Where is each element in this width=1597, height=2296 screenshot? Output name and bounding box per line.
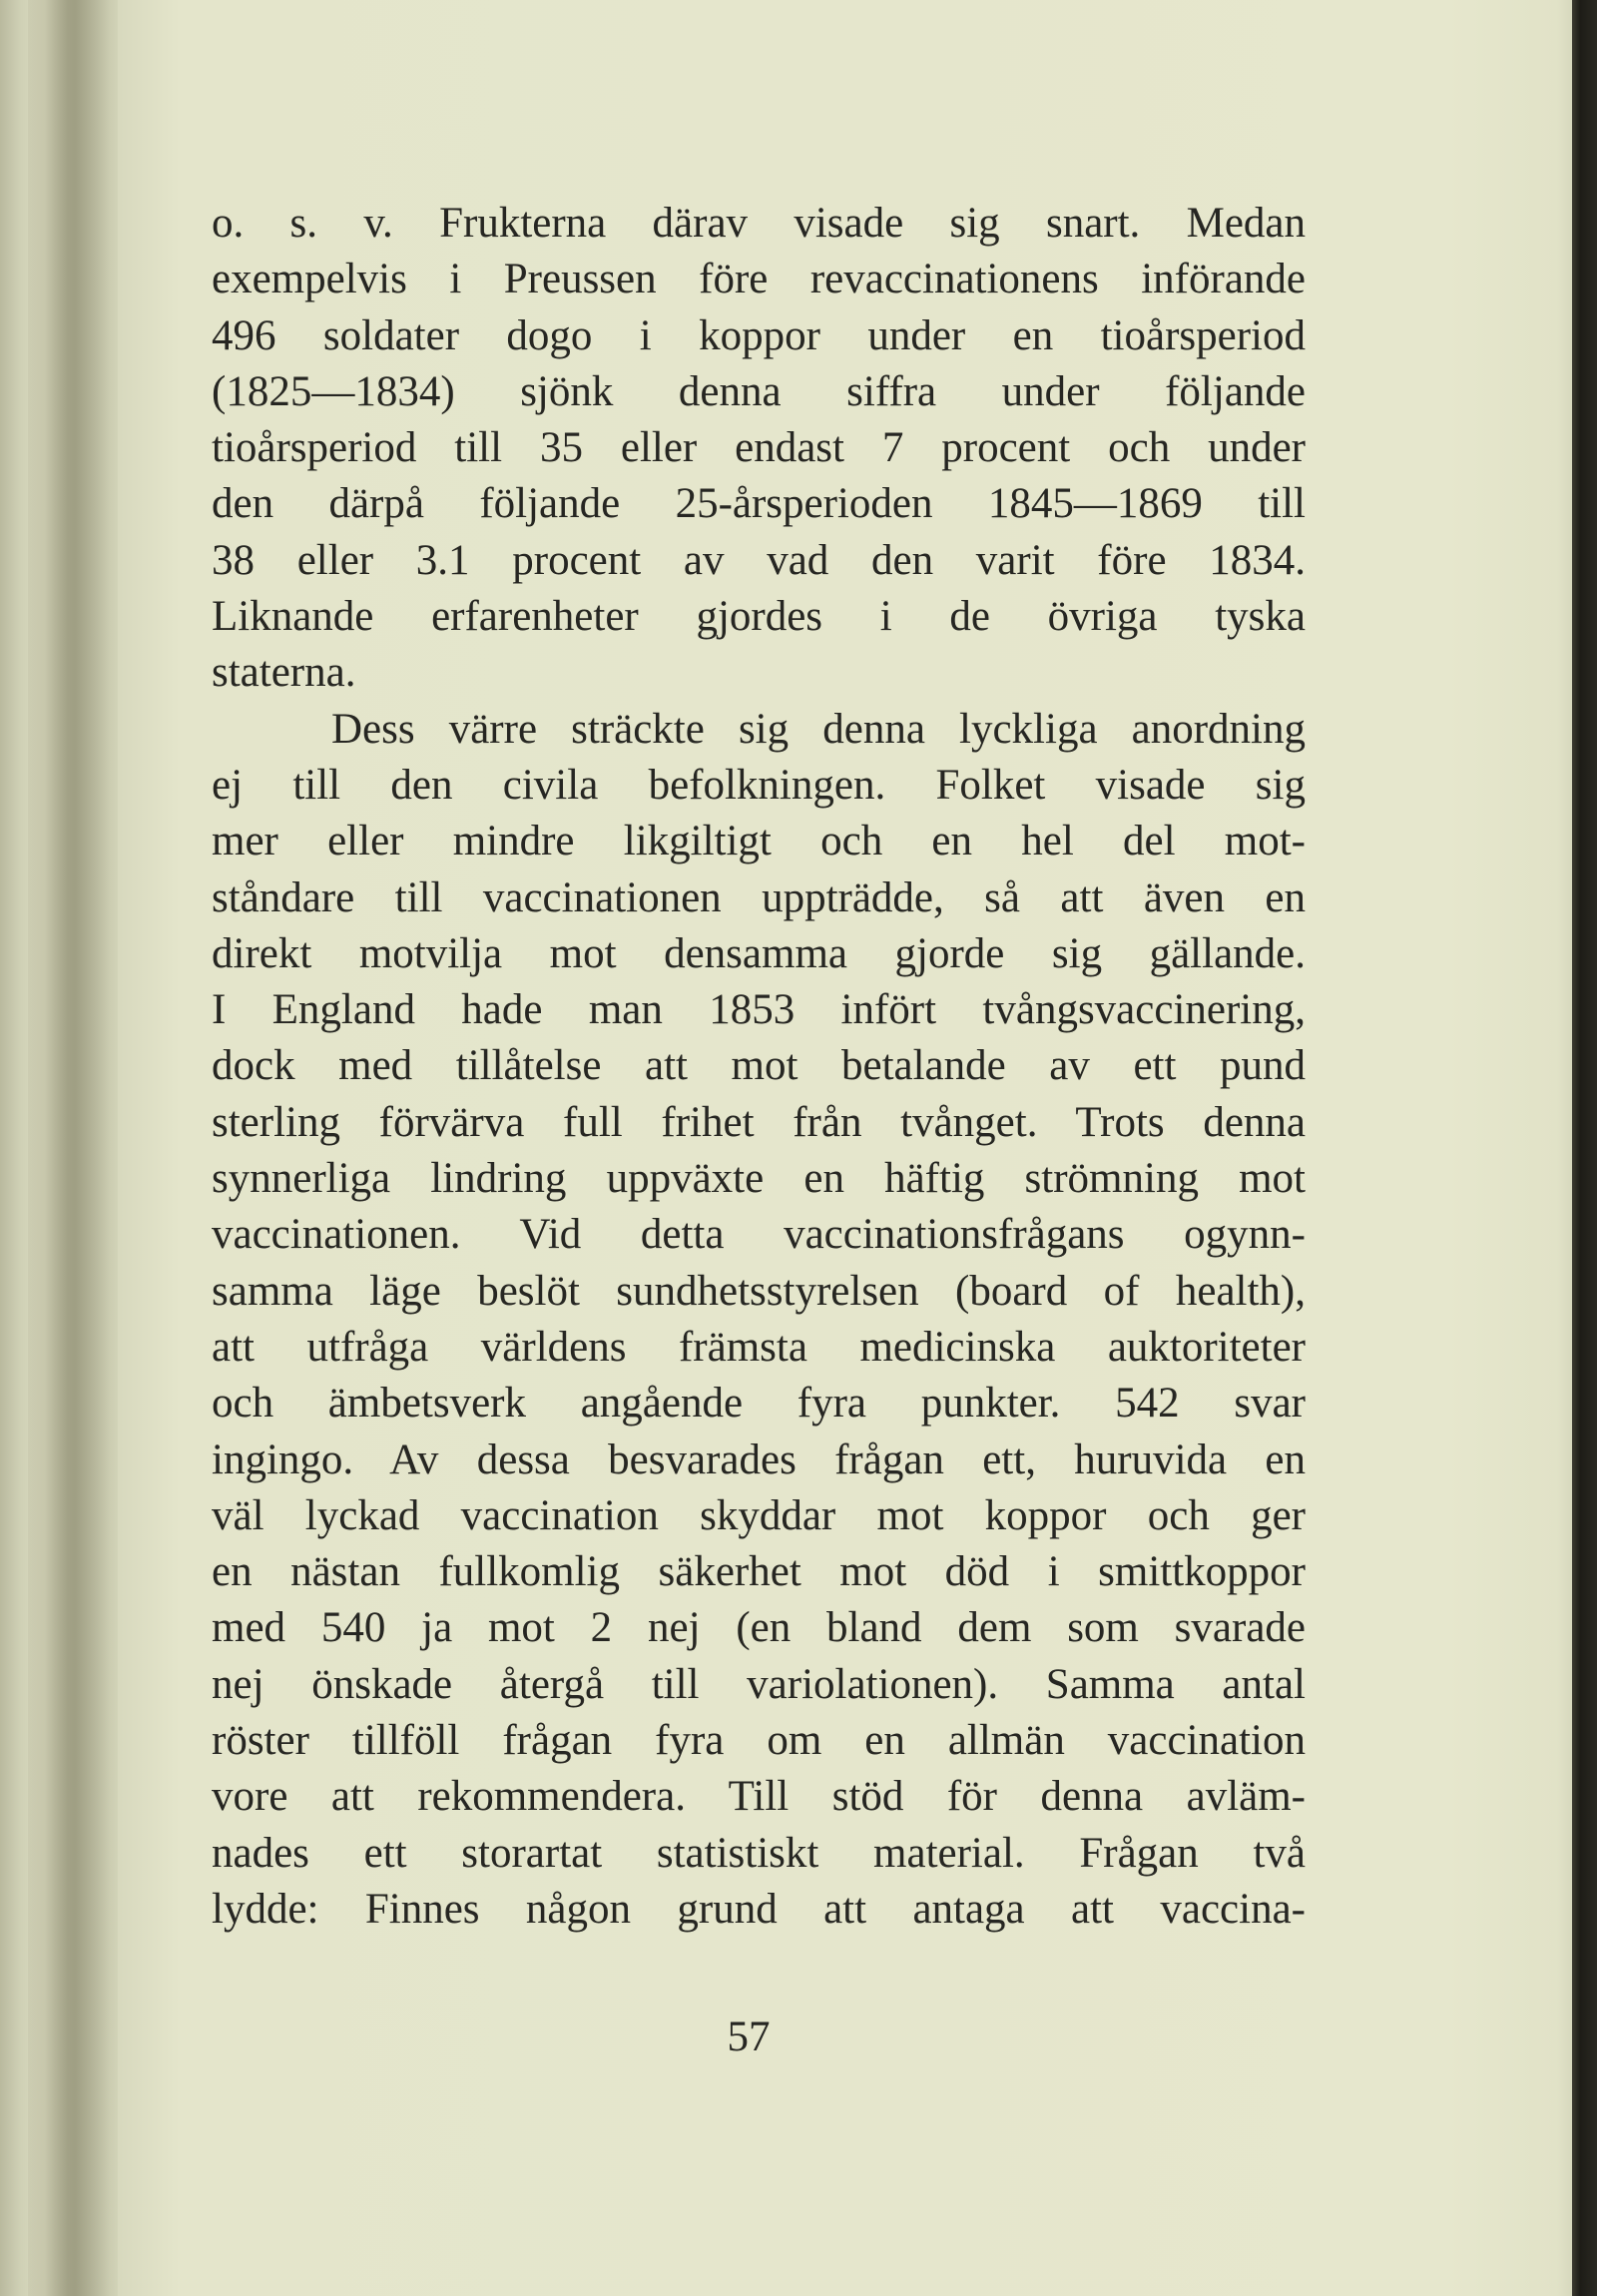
body-text bbox=[212, 196, 1306, 1938]
text-line: nades ett storartat statistiskt material. Frågan två bbox=[212, 1829, 1306, 1877]
text-line: 38 eller 3.1 procent av vad den varit före 1834. bbox=[212, 536, 1306, 584]
text-line: synnerliga lindring uppväxte en häftig strömning mot bbox=[212, 1155, 1306, 1203]
text-line: Dess värre sträckte sig denna lyckliga anordning bbox=[331, 705, 1306, 753]
book-gutter bbox=[28, 0, 118, 2296]
text-line: 496 soldater dogo i koppor under en tioårsperiod bbox=[212, 311, 1306, 359]
text-line: staterna. bbox=[212, 649, 356, 697]
text-line: dock med tillåtelse att mot betalande av ett pund bbox=[212, 1042, 1306, 1090]
text-line: nej önskade återgå till variolationen). Samma antal bbox=[212, 1660, 1306, 1708]
book-edge bbox=[1572, 0, 1597, 2296]
text-line: ståndare till vaccinationen uppträdde, så att även en bbox=[212, 873, 1306, 921]
text-line: den därpå följande 25-årsperioden 1845—1869 till bbox=[212, 480, 1306, 528]
text-line: I England hade man 1853 infört tvångsvaccinering, bbox=[212, 986, 1306, 1034]
text-line: en nästan fullkomlig säkerhet mot död i smittkoppor bbox=[212, 1548, 1306, 1596]
text-line: lydde: Finnes någon grund att antaga att vaccina- bbox=[212, 1885, 1306, 1933]
text-line: o. s. v. Frukterna därav visade sig snart. Medan bbox=[212, 200, 1306, 247]
text-line: med 540 ja mot 2 nej (en bland dem som svarade bbox=[212, 1604, 1306, 1652]
text-line: (1825—1834) sjönk denna siffra under följande bbox=[212, 367, 1306, 415]
text-line: väl lyckad vaccination skyddar mot koppor och ger bbox=[212, 1491, 1306, 1539]
text-line: direkt motvilja mot densamma gjorde sig gällande. bbox=[212, 929, 1306, 977]
text-line: vaccinationen. Vid detta vaccinationsfrågans ogynn- bbox=[212, 1211, 1306, 1259]
text-line: sterling förvärva full frihet från tvånget. Trots denna bbox=[212, 1098, 1306, 1146]
text-line: mer eller mindre likgiltigt och en hel del mot- bbox=[212, 818, 1306, 865]
text-line: exempelvis i Preussen före revaccinationens införande bbox=[212, 256, 1306, 303]
paragraph-2 bbox=[212, 702, 1306, 1939]
text-line: Liknande erfarenheter gjordes i de övriga tyska bbox=[212, 593, 1306, 641]
text-line: röster tillföll frågan fyra om en allmän vaccination bbox=[212, 1717, 1306, 1765]
text-line: och ämbetsverk angående fyra punkter. 542 svar bbox=[212, 1380, 1306, 1428]
text-line: samma läge beslöt sundhetsstyrelsen (board of health), bbox=[212, 1267, 1306, 1315]
text-line: att utfråga världens främsta medicinska auktoriteter bbox=[212, 1323, 1306, 1371]
text-line: vore att rekommendera. Till stöd för denna avläm- bbox=[212, 1773, 1306, 1821]
paragraph-1 bbox=[212, 196, 1306, 702]
page-number: 57 bbox=[727, 2013, 771, 2060]
text-line: tioårsperiod till 35 eller endast 7 procent och under bbox=[212, 424, 1306, 472]
text-line: ingingo. Av dessa besvarades frågan ett, huruvida en bbox=[212, 1435, 1306, 1483]
text-line: ej till den civila befolkningen. Folket visade sig bbox=[212, 761, 1306, 809]
